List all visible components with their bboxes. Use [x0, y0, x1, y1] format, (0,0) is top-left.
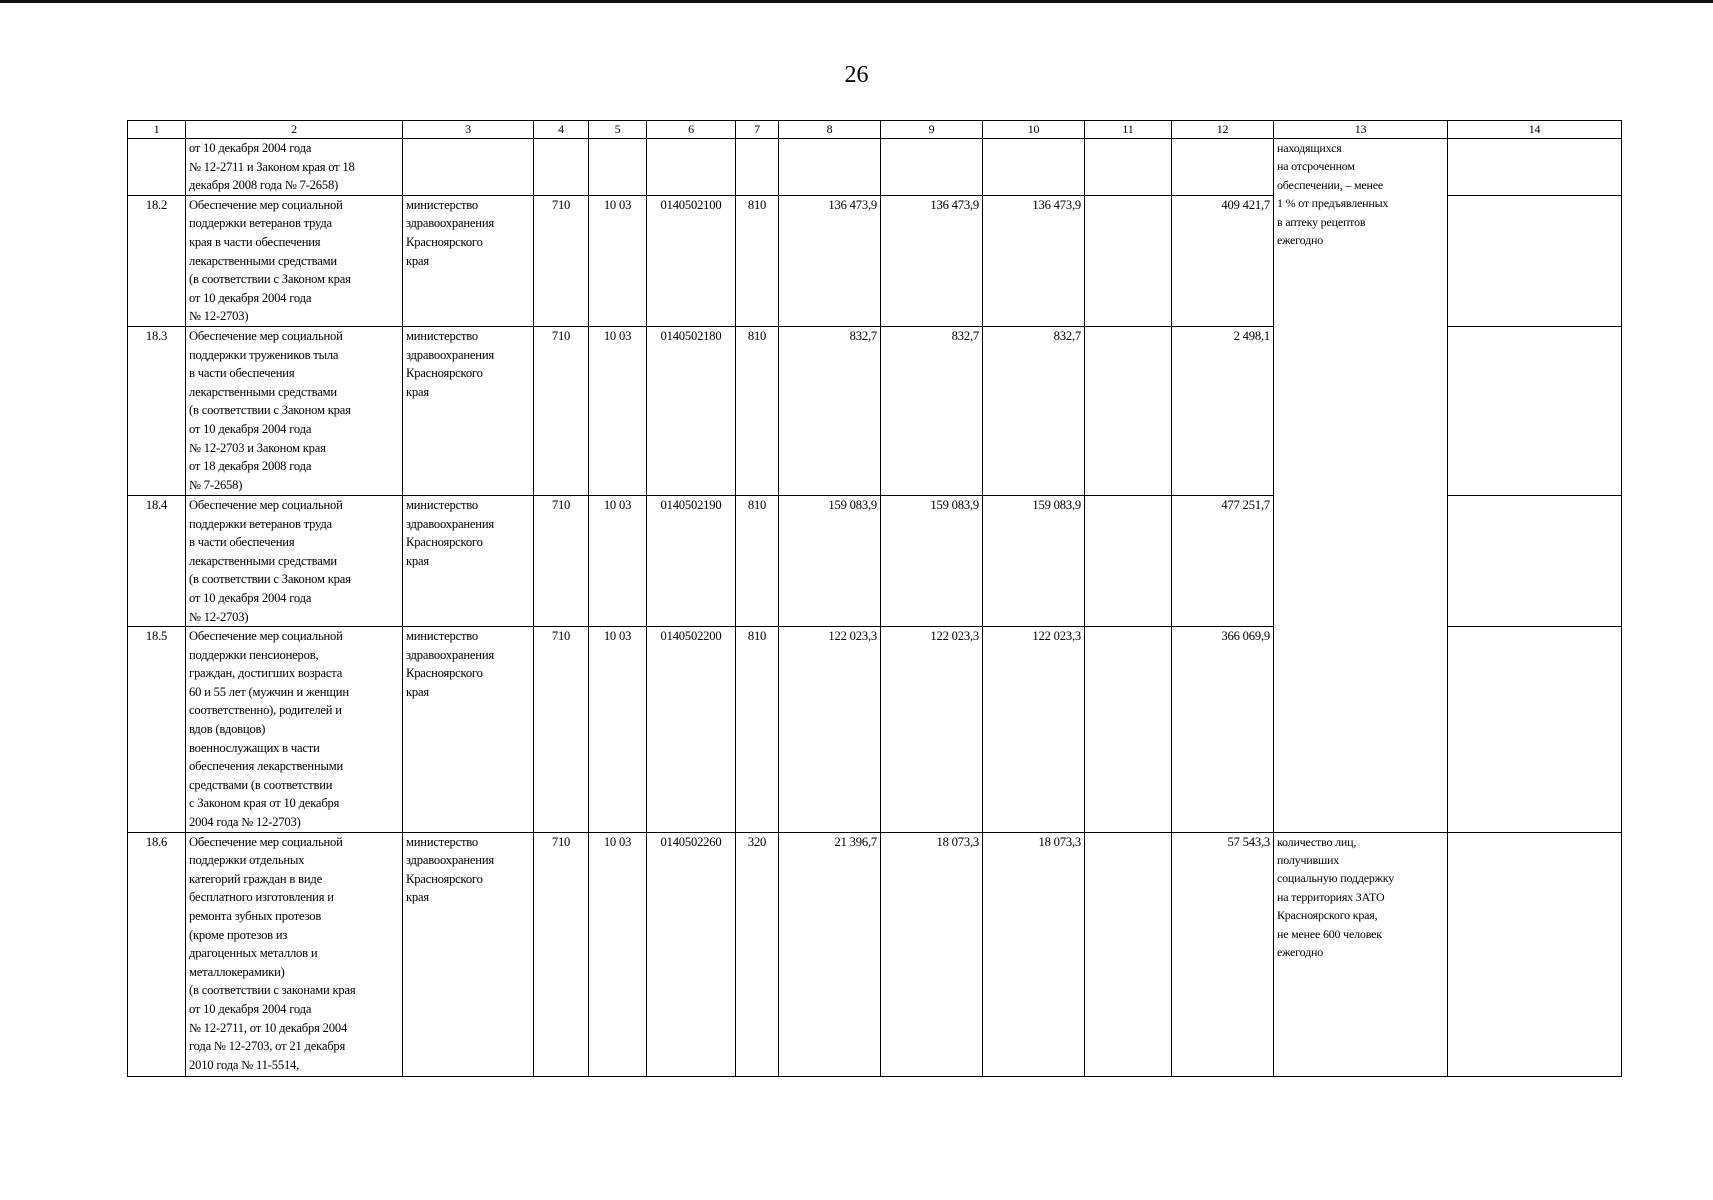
- cell-measure-name: Обеспечение мер социальной поддержки ветеранов труда края в части обеспечения лекарственными средствами (в соответствии с Законом края от 10 декабря 2004 года № 12-2703): [186, 195, 403, 326]
- cell-grbs: [403, 139, 534, 196]
- cell-col-11: [1085, 832, 1172, 1076]
- cell-grbs: министерство здравоохранения Красноярского края: [403, 832, 534, 1076]
- column-number-10: 10: [983, 121, 1085, 139]
- budget-program-table: [127, 120, 1622, 1077]
- cell-vr: 810: [736, 495, 779, 626]
- cell-year-3: [983, 139, 1085, 196]
- cell-total: 57 543,3: [1172, 832, 1274, 1076]
- cell-year-1: 136 473,9: [779, 195, 881, 326]
- cell-grbs-code: 710: [534, 832, 589, 1076]
- cell-year-1: 122 023,3: [779, 627, 881, 833]
- table-row-18-6: [128, 832, 1622, 1076]
- column-number-14: 14: [1448, 121, 1622, 139]
- cell-vr: 810: [736, 326, 779, 495]
- cell-col-11: [1085, 627, 1172, 833]
- cell-year-2: 18 073,3: [881, 832, 983, 1076]
- cell-year-2: [881, 139, 983, 196]
- table-header-row: [128, 121, 1622, 139]
- column-number-1: 1: [128, 121, 186, 139]
- cell-grbs: министерство здравоохранения Красноярского края: [403, 627, 534, 833]
- cell-col-14: [1448, 627, 1622, 833]
- cell-rzpr: 10 03: [589, 832, 647, 1076]
- cell-col-14: [1448, 495, 1622, 626]
- cell-year-1: 159 083,9: [779, 495, 881, 626]
- cell-vr: 810: [736, 195, 779, 326]
- cell-year-2: 136 473,9: [881, 195, 983, 326]
- cell-col-11: [1085, 195, 1172, 326]
- cell-measure-name: от 10 декабря 2004 года № 12-2711 и Законом края от 18 декабря 2008 года № 7-2658): [186, 139, 403, 196]
- cell-total: 2 498,1: [1172, 326, 1274, 495]
- cell-col-14: [1448, 139, 1622, 196]
- cell-rzpr: 10 03: [589, 495, 647, 626]
- cell-year-1: 21 396,7: [779, 832, 881, 1076]
- cell-col-11: [1085, 326, 1172, 495]
- cell-csr: 0140502190: [647, 495, 736, 626]
- cell-year-2: 832,7: [881, 326, 983, 495]
- cell-grbs: министерство здравоохранения Красноярского края: [403, 195, 534, 326]
- column-number-4: 4: [534, 121, 589, 139]
- column-number-12: 12: [1172, 121, 1274, 139]
- column-number-11: 11: [1085, 121, 1172, 139]
- cell-col-11: [1085, 139, 1172, 196]
- cell-grbs-code: 710: [534, 326, 589, 495]
- top-border-line: [0, 0, 1713, 3]
- cell-expected-result-shared: находящихся на отсроченном обеспечении, – менее 1 % от предъявленных в аптеку рецептов ежегодно: [1274, 139, 1448, 833]
- cell-year-3: 18 073,3: [983, 832, 1085, 1076]
- cell-col-11: [1085, 495, 1172, 626]
- cell-csr: 0140502200: [647, 627, 736, 833]
- cell-year-3: 832,7: [983, 326, 1085, 495]
- cell-number: 18.6: [128, 832, 186, 1076]
- cell-year-3: 159 083,9: [983, 495, 1085, 626]
- column-number-6: 6: [647, 121, 736, 139]
- cell-rzpr: [589, 139, 647, 196]
- cell-year-1: [779, 139, 881, 196]
- cell-grbs: министерство здравоохранения Красноярского края: [403, 495, 534, 626]
- column-number-8: 8: [779, 121, 881, 139]
- cell-year-3: 136 473,9: [983, 195, 1085, 326]
- cell-year-2: 122 023,3: [881, 627, 983, 833]
- column-number-7: 7: [736, 121, 779, 139]
- cell-rzpr: 10 03: [589, 627, 647, 833]
- cell-csr: 0140502180: [647, 326, 736, 495]
- cell-grbs-code: 710: [534, 195, 589, 326]
- cell-year-1: 832,7: [779, 326, 881, 495]
- cell-rzpr: 10 03: [589, 195, 647, 326]
- cell-vr: [736, 139, 779, 196]
- cell-measure-name: Обеспечение мер социальной поддержки пенсионеров, граждан, достигших возраста 60 и 55 лет (мужчин и женщин соответственно), родителей и вдов (вдовцов) военнослужащих в части обеспечения лекарственными средствами (в соответствии с Законом края от 10 декабря 2004 года № 12-2703): [186, 627, 403, 833]
- column-number-2: 2: [186, 121, 403, 139]
- column-number-5: 5: [589, 121, 647, 139]
- cell-measure-name: Обеспечение мер социальной поддержки тружеников тыла в части обеспечения лекарственными средствами (в соответствии с Законом края от 10 декабря 2004 года № 12-2703 и Законом края от 18 декабря 2008 года № 7-2658): [186, 326, 403, 495]
- cell-number: [128, 139, 186, 196]
- cell-grbs-code: [534, 139, 589, 196]
- cell-vr: 810: [736, 627, 779, 833]
- cell-measure-name: Обеспечение мер социальной поддержки отдельных категорий граждан в виде бесплатного изготовления и ремонта зубных протезов (кроме протезов из драгоценных металлов и металлокерамики) (в соответствии с законами края от 10 декабря 2004 года № 12-2711, от 10 декабря 2004 года № 12-2703, от 21 декабря 2010 года № 11-5514,: [186, 832, 403, 1076]
- column-number-13: 13: [1274, 121, 1448, 139]
- column-number-3: 3: [403, 121, 534, 139]
- cell-col-14: [1448, 195, 1622, 326]
- table-row-continuation: [128, 139, 1622, 196]
- cell-expected-result: количество лиц, получивших социальную поддержку на территориях ЗАТО Красноярского края, не менее 600 человек ежегодно: [1274, 832, 1448, 1076]
- cell-number: 18.2: [128, 195, 186, 326]
- cell-measure-name: Обеспечение мер социальной поддержки ветеранов труда в части обеспечения лекарственными средствами (в соответствии с Законом края от 10 декабря 2004 года № 12-2703): [186, 495, 403, 626]
- cell-total: [1172, 139, 1274, 196]
- cell-year-3: 122 023,3: [983, 627, 1085, 833]
- cell-year-2: 159 083,9: [881, 495, 983, 626]
- cell-number: 18.5: [128, 627, 186, 833]
- cell-number: 18.4: [128, 495, 186, 626]
- cell-csr: 0140502260: [647, 832, 736, 1076]
- cell-csr: [647, 139, 736, 196]
- cell-number: 18.3: [128, 326, 186, 495]
- cell-total: 366 069,9: [1172, 627, 1274, 833]
- cell-col-14: [1448, 326, 1622, 495]
- column-number-9: 9: [881, 121, 983, 139]
- page-number: 26: [844, 62, 869, 88]
- cell-grbs-code: 710: [534, 627, 589, 833]
- cell-grbs: министерство здравоохранения Красноярского края: [403, 326, 534, 495]
- cell-grbs-code: 710: [534, 495, 589, 626]
- cell-total: 409 421,7: [1172, 195, 1274, 326]
- cell-col-14: [1448, 832, 1622, 1076]
- cell-vr: 320: [736, 832, 779, 1076]
- cell-total: 477 251,7: [1172, 495, 1274, 626]
- cell-csr: 0140502100: [647, 195, 736, 326]
- cell-rzpr: 10 03: [589, 326, 647, 495]
